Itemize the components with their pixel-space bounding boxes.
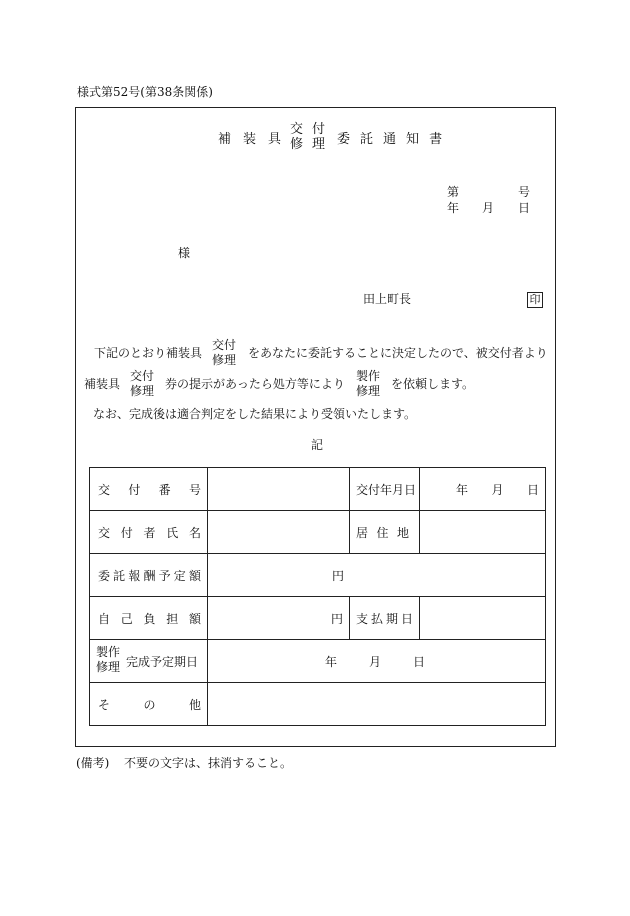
title-option-koufu: 交付 xyxy=(290,122,335,137)
label-kansei-yotei: 製作 修理 完成予定期日 xyxy=(90,640,208,683)
label-sonota: そ の 他 xyxy=(90,683,208,726)
table-row xyxy=(90,640,546,683)
table-row xyxy=(90,554,546,597)
number-dai: 第 xyxy=(447,185,460,199)
label-shiharai-kijitsu: 支 払 期 日 xyxy=(350,597,420,640)
body-line1-post: をあなたに委託することに決定したので、被交付者より xyxy=(248,346,548,360)
form-number: 様式第52号(第38条関係) xyxy=(77,85,213,99)
number-go: 号 xyxy=(518,185,531,199)
body-line2-mid: 券の提示があったら処方等により xyxy=(165,377,345,391)
table-row xyxy=(90,468,546,511)
value-jiko-futan[interactable] xyxy=(208,597,350,640)
value-kyojuchi[interactable] xyxy=(420,511,546,554)
note-label: (備考) xyxy=(76,756,110,770)
label-jiko-futan: 自 己 負 担 額 xyxy=(90,597,208,640)
label-koufusha-shimei: 交 付 者 氏 名 xyxy=(90,511,208,554)
value-itaku-houshuu[interactable] xyxy=(208,554,546,597)
yen-unit: 円 xyxy=(332,568,345,583)
title-prefix: 補装具 xyxy=(218,132,294,147)
body-line2-options: 交付 修理 xyxy=(130,369,155,398)
label-kyojuchi: 居 住 地 xyxy=(350,511,420,554)
value-koufu-date[interactable]: 年 月 日 xyxy=(420,468,546,511)
date-month: 月 xyxy=(482,201,495,215)
body-line1-pre: 下記のとおり補装具 xyxy=(94,346,203,360)
value-shiharai-kijitsu[interactable] xyxy=(420,597,546,640)
label-koufu-date: 交付年月日 xyxy=(350,468,420,511)
table-row xyxy=(90,597,546,640)
body-line1-options: 交付 修理 xyxy=(212,338,237,367)
table-row xyxy=(90,683,546,726)
seal-mark: 印 xyxy=(527,292,543,308)
addressee-suffix: 様 xyxy=(178,246,191,260)
body-line2-pre: 補装具 xyxy=(84,377,121,391)
yen-unit: 円 xyxy=(330,611,343,626)
label-itaku-houshuu: 委 託 報 酬 予 定 額 xyxy=(90,554,208,597)
ki-heading: 記 xyxy=(311,438,324,452)
body-line3: なお、完成後は適合判定をした結果により受領いたします。 xyxy=(93,407,417,421)
table-row xyxy=(90,511,546,554)
value-koufusha-shimei[interactable] xyxy=(208,511,350,554)
body-line2-post: を依頼します。 xyxy=(391,377,475,391)
value-koufu-bangou[interactable] xyxy=(208,468,350,511)
date-day: 日 xyxy=(518,201,531,215)
value-sonota[interactable] xyxy=(208,683,546,726)
details-table xyxy=(89,467,546,726)
note-text: 不要の文字は、抹消すること。 xyxy=(124,756,293,770)
date-year: 年 xyxy=(447,201,460,215)
body-line2-options2: 製作 修理 xyxy=(356,369,381,398)
issuer: 田上町長 xyxy=(363,292,412,306)
value-kansei-yotei[interactable]: 年 月 日 xyxy=(208,640,546,683)
title-option-shuri: 修理 xyxy=(290,137,335,152)
title-option-stack xyxy=(290,123,334,153)
title-suffix: 委託通知書 xyxy=(337,132,453,147)
label-koufu-bangou: 交 付 番 号 xyxy=(90,468,208,511)
